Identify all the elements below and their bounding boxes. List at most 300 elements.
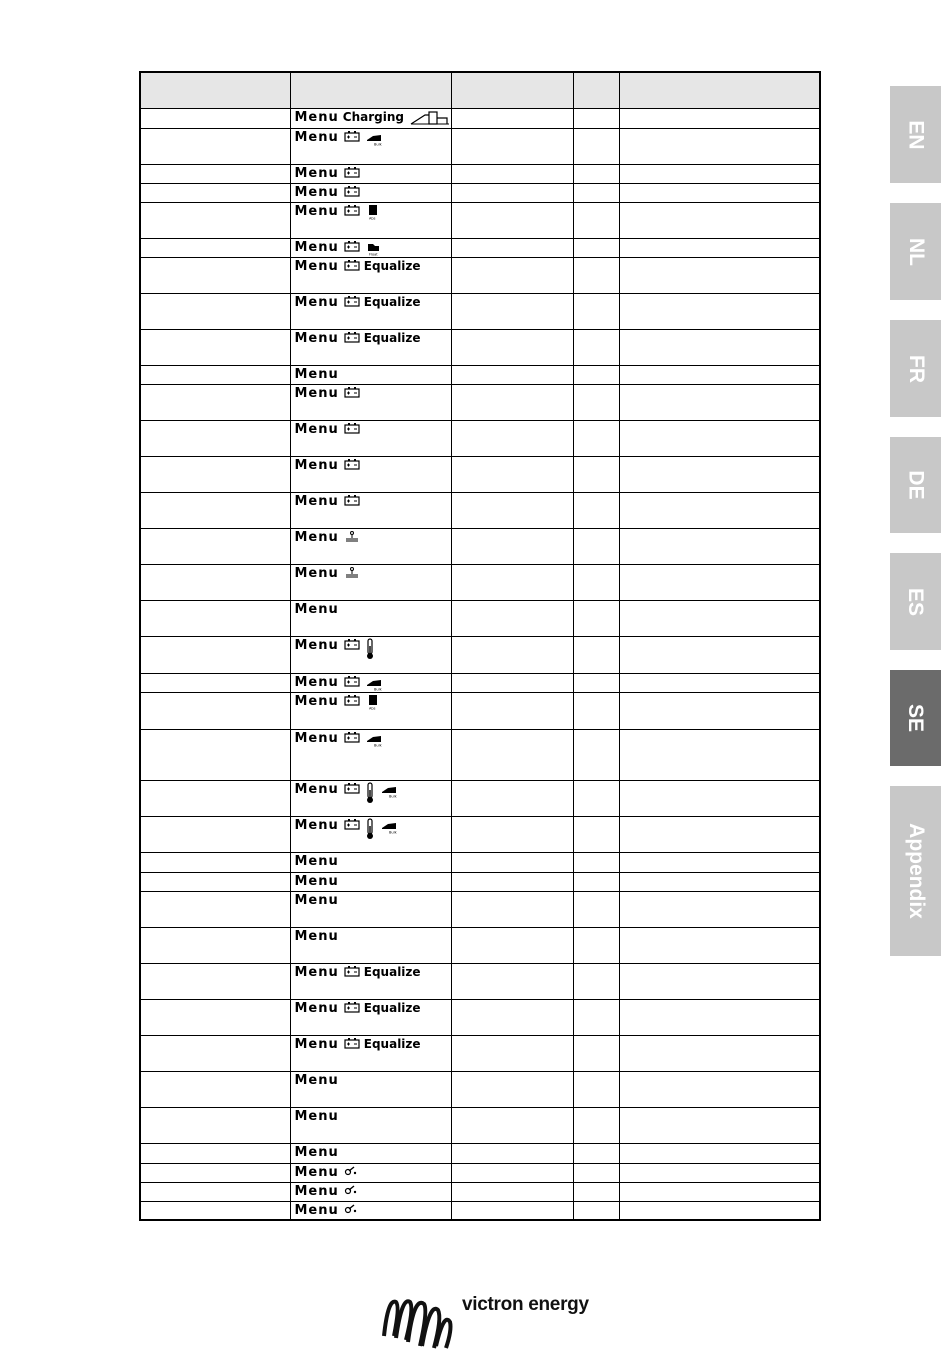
menu-path-cell: [290, 384, 451, 420]
menu-label: Menu: [294, 928, 339, 944]
menu-label: Menu: [294, 239, 339, 255]
victron-logo-icon: [378, 1292, 456, 1350]
menu-label: Menu: [294, 674, 339, 690]
table-cell: [573, 183, 619, 202]
table-cell: [140, 1107, 290, 1143]
menu-path-cell: [290, 293, 451, 329]
table-cell: [573, 492, 619, 528]
menu-path-cell: [290, 816, 451, 852]
menu-label: Menu: [294, 1072, 339, 1088]
header-cell: [290, 72, 451, 108]
table-row: [140, 108, 820, 128]
menu-label: Menu: [294, 1183, 339, 1199]
table-row: [140, 564, 820, 600]
table-row: [140, 365, 820, 384]
table-cell: [619, 128, 820, 164]
menu-path-cell: [290, 1182, 451, 1201]
table-cell: [451, 1182, 573, 1201]
table-cell: [619, 202, 820, 238]
table-cell: [140, 528, 290, 564]
table-cell: [619, 872, 820, 891]
tab-se[interactable]: [890, 670, 941, 766]
table-cell: [619, 293, 820, 329]
table-cell: [451, 999, 573, 1035]
table-cell: [573, 456, 619, 492]
table-cell: [451, 891, 573, 927]
relay-icon: [344, 1165, 358, 1177]
table-cell: [619, 1143, 820, 1163]
table-cell: [573, 329, 619, 365]
battery-icon: [344, 166, 360, 178]
table-cell: [451, 257, 573, 293]
table-row: [140, 384, 820, 420]
battery-icon: [344, 1037, 360, 1049]
table-cell: [573, 1201, 619, 1220]
menu-path-cell: [290, 183, 451, 202]
battery-icon: [344, 458, 360, 470]
battery-icon: [344, 731, 360, 743]
table-cell: [140, 816, 290, 852]
menu-label: Menu: [294, 109, 339, 125]
table-cell: [573, 692, 619, 729]
table-row: [140, 183, 820, 202]
menu-label: Menu: [294, 964, 339, 980]
menu-label: Menu: [294, 637, 339, 653]
table-row: [140, 927, 820, 963]
table-cell: [573, 257, 619, 293]
table-cell: [619, 891, 820, 927]
menu-label: Menu: [294, 184, 339, 200]
menu-label: Menu: [294, 730, 339, 746]
table-cell: [140, 329, 290, 365]
table-cell: [619, 999, 820, 1035]
table-cell: [140, 692, 290, 729]
table-cell: [573, 202, 619, 238]
table-cell: [573, 365, 619, 384]
brand-name: victron energy: [462, 1294, 589, 1315]
table-cell: [573, 420, 619, 456]
table-row: [140, 238, 820, 257]
table-row: [140, 872, 820, 891]
absorption-icon: [365, 694, 381, 710]
menu-path-cell: [290, 164, 451, 183]
table-cell: [140, 492, 290, 528]
menu-path-cell: [290, 329, 451, 365]
table-cell: [619, 816, 820, 852]
table-cell: [451, 365, 573, 384]
tab-label: FR: [904, 354, 928, 383]
table-cell: [140, 636, 290, 673]
menu-path-cell: [290, 636, 451, 673]
menu-path-label: Equalize: [363, 330, 421, 345]
table-cell: [140, 600, 290, 636]
table-cell: [573, 872, 619, 891]
table-cell: [619, 1182, 820, 1201]
table-row: [140, 891, 820, 927]
bulk-icon: [365, 130, 383, 146]
header-cell: [451, 72, 573, 108]
table-cell: [619, 729, 820, 780]
header-cell: [140, 72, 290, 108]
table-cell: [451, 673, 573, 692]
tab-appendix[interactable]: [890, 786, 941, 956]
table-cell: [619, 384, 820, 420]
table-row: [140, 1163, 820, 1182]
menu-path-cell: [290, 780, 451, 816]
table-row: [140, 128, 820, 164]
table-cell: [619, 636, 820, 673]
table-cell: [619, 329, 820, 365]
tab-label: DE: [904, 470, 928, 500]
battery-icon: [344, 1001, 360, 1013]
table-cell: [619, 963, 820, 999]
menu-path-label: Equalize: [363, 294, 421, 309]
battery-icon: [344, 295, 360, 307]
menu-path-cell: [290, 600, 451, 636]
menu-path-cell: [290, 1107, 451, 1143]
table-cell: [573, 1071, 619, 1107]
menu-path-cell: [290, 108, 451, 128]
table-cell: [619, 1201, 820, 1220]
menu-path-cell: [290, 128, 451, 164]
table-cell: [573, 852, 619, 872]
table-cell: [573, 1035, 619, 1071]
battery-icon: [344, 818, 360, 830]
table-row: [140, 257, 820, 293]
table-cell: [451, 108, 573, 128]
table-cell: [573, 293, 619, 329]
table-cell: [140, 780, 290, 816]
table-cell: [619, 780, 820, 816]
menu-label: Menu: [294, 565, 339, 581]
table-cell: [140, 293, 290, 329]
tab-nl[interactable]: [890, 203, 941, 300]
menu-label: Menu: [294, 330, 339, 346]
table-cell: [619, 1163, 820, 1182]
table-cell: [573, 729, 619, 780]
menu-label: Menu: [294, 781, 339, 797]
menu-path-cell: [290, 528, 451, 564]
battery-icon: [344, 782, 360, 794]
table-cell: [140, 872, 290, 891]
menu-path-cell: [290, 963, 451, 999]
header-cell: [573, 72, 619, 108]
table-cell: [140, 1163, 290, 1182]
tab-label: EN: [904, 119, 928, 150]
table-row: [140, 456, 820, 492]
header-cell: [619, 72, 820, 108]
table-cell: [451, 128, 573, 164]
table-row: [140, 202, 820, 238]
table-cell: [573, 108, 619, 128]
table-cell: [451, 183, 573, 202]
table-cell: [140, 202, 290, 238]
table-cell: [140, 164, 290, 183]
table-cell: [140, 673, 290, 692]
table-cell: [451, 456, 573, 492]
tab-en[interactable]: [890, 86, 941, 183]
table-row: [140, 816, 820, 852]
table-row: [140, 600, 820, 636]
absorption-icon: [365, 204, 381, 220]
svg-text:Bulk: Bulk: [373, 142, 382, 146]
menu-label: Menu: [294, 873, 339, 889]
table-cell: [451, 729, 573, 780]
table-cell: [573, 128, 619, 164]
table-cell: [451, 780, 573, 816]
menu-label: Menu: [294, 165, 339, 181]
table-cell: [140, 963, 290, 999]
table-cell: [573, 1143, 619, 1163]
battery-icon: [344, 386, 360, 398]
tab-label: Appendix: [904, 823, 928, 919]
table-row: [140, 420, 820, 456]
table-cell: [451, 816, 573, 852]
bulk-icon: [380, 782, 398, 798]
menu-path-cell: [290, 365, 451, 384]
battery-icon: [344, 204, 360, 216]
table-cell: [140, 108, 290, 128]
menu-path-label: Equalize: [363, 964, 421, 979]
menu-label: Menu: [294, 1164, 339, 1180]
table-cell: [451, 564, 573, 600]
table-row: [140, 329, 820, 365]
menu-label: Menu: [294, 294, 339, 310]
table-cell: [140, 384, 290, 420]
table-cell: [140, 1201, 290, 1220]
table-row: [140, 636, 820, 673]
menu-label: Menu: [294, 385, 339, 401]
table-row: [140, 492, 820, 528]
menu-label: Menu: [294, 493, 339, 509]
table-cell: [451, 852, 573, 872]
table-cell: [140, 852, 290, 872]
svg-text:Float: Float: [368, 252, 378, 256]
table-cell: [573, 780, 619, 816]
table-row: [140, 1182, 820, 1201]
battery-icon: [344, 331, 360, 343]
table-row: [140, 673, 820, 692]
menu-path-cell: [290, 999, 451, 1035]
table-cell: [619, 183, 820, 202]
tab-fr[interactable]: [890, 320, 941, 417]
svg-text:Abs: Abs: [368, 216, 376, 220]
svg-text:Bulk: Bulk: [373, 687, 382, 691]
table-cell: [451, 238, 573, 257]
relay-icon: [344, 1203, 358, 1215]
menu-path-cell: [290, 673, 451, 692]
table-cell: [451, 164, 573, 183]
table-row: [140, 852, 820, 872]
menu-path-cell: [290, 456, 451, 492]
table-cell: [573, 891, 619, 927]
table-cell: [573, 1107, 619, 1143]
table-cell: [140, 1182, 290, 1201]
load-icon: [344, 566, 360, 580]
table-row: [140, 692, 820, 729]
table-cell: [619, 1035, 820, 1071]
table-cell: [573, 564, 619, 600]
table-cell: [140, 999, 290, 1035]
table-cell: [573, 238, 619, 257]
battery-icon: [344, 965, 360, 977]
table-cell: [451, 1201, 573, 1220]
tab-label: ES: [904, 587, 928, 616]
menu-path-cell: [290, 872, 451, 891]
table-cell: [140, 1035, 290, 1071]
table-cell: [140, 1143, 290, 1163]
table-cell: [451, 927, 573, 963]
tab-de[interactable]: [890, 437, 941, 533]
table-cell: [573, 528, 619, 564]
table-cell: [619, 238, 820, 257]
table-cell: [451, 528, 573, 564]
table-row: [140, 1107, 820, 1143]
menu-path-cell: [290, 891, 451, 927]
table-cell: [619, 852, 820, 872]
table-cell: [573, 600, 619, 636]
table-cell: [619, 927, 820, 963]
table-row: [140, 729, 820, 780]
svg-text:Abs: Abs: [368, 706, 376, 710]
svg-text:Bulk: Bulk: [388, 794, 397, 798]
table-cell: [619, 108, 820, 128]
menu-label: Menu: [294, 203, 339, 219]
table-cell: [451, 1107, 573, 1143]
table-cell: [140, 128, 290, 164]
table-cell: [451, 202, 573, 238]
table-cell: [573, 816, 619, 852]
menu-label: Menu: [294, 1202, 339, 1218]
table-cell: [451, 1143, 573, 1163]
table-cell: [573, 999, 619, 1035]
table-cell: [140, 927, 290, 963]
table-cell: [140, 238, 290, 257]
table-cell: [619, 365, 820, 384]
table-cell: [451, 600, 573, 636]
table-header-row: [140, 72, 820, 108]
settings-table: [139, 71, 821, 1221]
table-row: [140, 963, 820, 999]
table-row: [140, 1143, 820, 1163]
menu-label: Menu: [294, 693, 339, 709]
table-cell: [573, 1182, 619, 1201]
battery-icon: [344, 638, 360, 650]
table-cell: [573, 673, 619, 692]
menu-label: Menu: [294, 421, 339, 437]
table-row: [140, 999, 820, 1035]
table-row: [140, 1035, 820, 1071]
tab-label: SE: [904, 703, 928, 733]
bulk-icon: [380, 818, 398, 834]
table-cell: [573, 927, 619, 963]
menu-label: Menu: [294, 601, 339, 617]
menu-path-cell: [290, 257, 451, 293]
charge-curve-icon: [409, 110, 451, 126]
table-row: [140, 528, 820, 564]
relay-icon: [344, 1184, 358, 1196]
svg-text:Bulk: Bulk: [388, 830, 397, 834]
menu-label: Menu: [294, 1108, 339, 1124]
table-row: [140, 293, 820, 329]
battery-icon: [344, 694, 360, 706]
menu-path-cell: [290, 1143, 451, 1163]
table-cell: [619, 564, 820, 600]
tab-label: NL: [904, 237, 928, 266]
menu-path-cell: [290, 1163, 451, 1182]
svg-text:Bulk: Bulk: [373, 743, 382, 747]
menu-path-cell: [290, 692, 451, 729]
menu-label: Menu: [294, 258, 339, 274]
table-cell: [619, 492, 820, 528]
table-row: [140, 164, 820, 183]
menu-label: Menu: [294, 892, 339, 908]
battery-icon: [344, 259, 360, 271]
table-cell: [451, 1071, 573, 1107]
bulk-icon: [365, 675, 383, 691]
table-cell: [619, 257, 820, 293]
table-cell: [573, 384, 619, 420]
table-cell: [140, 183, 290, 202]
table-cell: [451, 384, 573, 420]
table-cell: [140, 564, 290, 600]
menu-path-label: Equalize: [363, 1000, 421, 1015]
table-cell: [140, 891, 290, 927]
table-cell: [619, 1071, 820, 1107]
table-cell: [451, 329, 573, 365]
menu-label: Menu: [294, 457, 339, 473]
table-cell: [451, 636, 573, 673]
menu-path-cell: [290, 1035, 451, 1071]
menu-label: Menu: [294, 529, 339, 545]
menu-path-cell: [290, 420, 451, 456]
table-cell: [619, 528, 820, 564]
tab-es[interactable]: [890, 553, 941, 650]
battery-icon: [344, 185, 360, 197]
bulk-icon: [365, 731, 383, 747]
float-icon: [365, 240, 381, 256]
menu-label: Menu: [294, 366, 339, 382]
menu-path-cell: [290, 852, 451, 872]
menu-label: Menu: [294, 853, 339, 869]
table-cell: [619, 673, 820, 692]
menu-label: Menu: [294, 817, 339, 833]
menu-path-label: Equalize: [363, 1036, 421, 1051]
table-cell: [140, 257, 290, 293]
table-cell: [619, 600, 820, 636]
menu-label: Menu: [294, 1036, 339, 1052]
table-cell: [451, 963, 573, 999]
load-icon: [344, 530, 360, 544]
menu-path-label: Equalize: [363, 258, 421, 273]
table-cell: [619, 1107, 820, 1143]
menu-path-cell: [290, 1201, 451, 1220]
table-cell: [140, 729, 290, 780]
menu-path-cell: [290, 564, 451, 600]
menu-path-cell: [290, 1071, 451, 1107]
table-cell: [140, 420, 290, 456]
table-cell: [619, 164, 820, 183]
table-cell: [573, 164, 619, 183]
table-cell: [619, 456, 820, 492]
menu-label: Menu: [294, 1144, 339, 1160]
table-cell: [451, 692, 573, 729]
battery-icon: [344, 240, 360, 252]
table-cell: [573, 963, 619, 999]
battery-icon: [344, 422, 360, 434]
menu-path-cell: [290, 927, 451, 963]
menu-path-label: Charging: [342, 109, 404, 124]
